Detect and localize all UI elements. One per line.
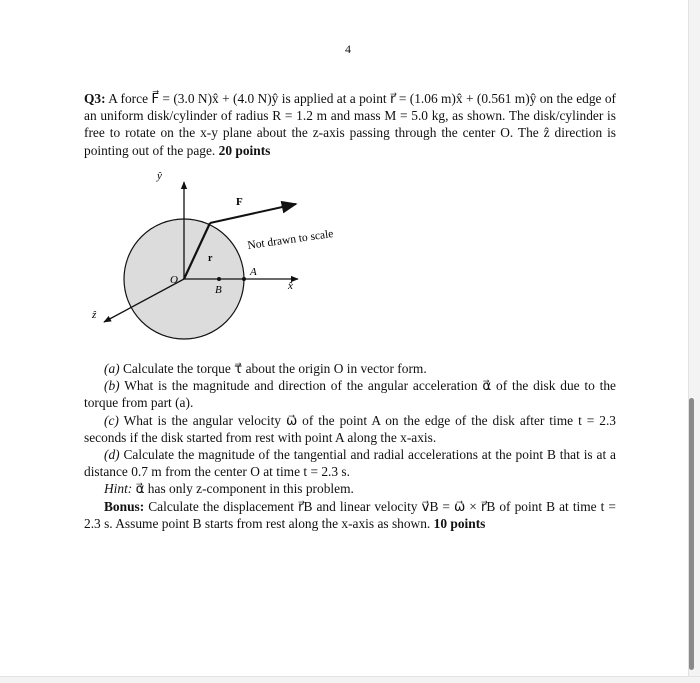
point-B-label: B bbox=[215, 284, 222, 296]
x-axis-label: x̂ bbox=[288, 280, 293, 292]
part-d: (d) Calculate the magnitude of the tangential and radial accelerations at the point B that is at a distance 0.7 m from the center O at time t = 2.3 s. bbox=[84, 447, 616, 480]
question-text: Q3: A force F⃗ = (3.0 N)x̂ + (4.0 N)ŷ is applied at a point r⃗ = (1.06 m)x̂ + (0.561 m)ŷ on the edge of an uniform disk/cylinder of radius R = 1.2 m and mass M = 5.0 kg, as shown. The disk/cylinder is free to rotate on the x-y plane about the z-axis passing through the center O. The ẑ direction is pointing out of the page. 20 points bbox=[84, 91, 616, 158]
point-A bbox=[242, 277, 246, 281]
parts-list bbox=[84, 360, 616, 532]
hint: Hint: α⃗ has only z-component in this problem. bbox=[104, 481, 354, 497]
vertical-scrollbar[interactable] bbox=[689, 398, 694, 670]
scale-note: Not drawn to scale bbox=[246, 228, 335, 252]
part-a: (a) Calculate the torque τ⃗ about the origin O in vector form. bbox=[104, 361, 427, 376]
point-A-label: A bbox=[250, 266, 257, 278]
part-b: (b) What is the magnitude and direction of the angular acceleration α⃗ of the disk due to the torque from part (a). bbox=[84, 378, 616, 411]
force-label: F⃗ bbox=[236, 196, 252, 208]
part-c: (c) What is the angular velocity ω⃗ of the point A on the edge of the disk after time t = 2.3 seconds if the disk started from rest with point A along the x-axis. bbox=[84, 412, 616, 445]
force-vector bbox=[210, 204, 296, 223]
z-axis-label: ẑ bbox=[92, 309, 97, 321]
point-B bbox=[217, 277, 221, 281]
origin-label: O bbox=[170, 274, 178, 286]
question-body: A force F⃗ = (3.0 N)x̂ + (4.0 N)ŷ is applied at a point r⃗ = (1.06 m)x̂ + (0.561 m)ŷ on the edge of an uniform disk/cylinder of radius R = 1.2 m and mass M = 5.0 kg, as shown. The disk/cylinder is free to rotate on the x-y plane about the z-axis passing through the center O. The ẑ direction is pointing out of the page. bbox=[84, 91, 616, 158]
page-number: 4 bbox=[345, 42, 351, 56]
bonus: Bonus: Calculate the displacement r⃗B and linear velocity v⃗B = ω⃗ × r⃗B of point B at time t = 2.3 s. Assume point B starts from rest along the x-axis as shown. 10 points bbox=[84, 498, 616, 531]
question-label: Q3 bbox=[84, 91, 102, 106]
question-points: 20 points bbox=[218, 142, 271, 158]
y-axis-label: ŷ bbox=[157, 170, 162, 182]
position-label: r⃗ bbox=[208, 253, 221, 264]
